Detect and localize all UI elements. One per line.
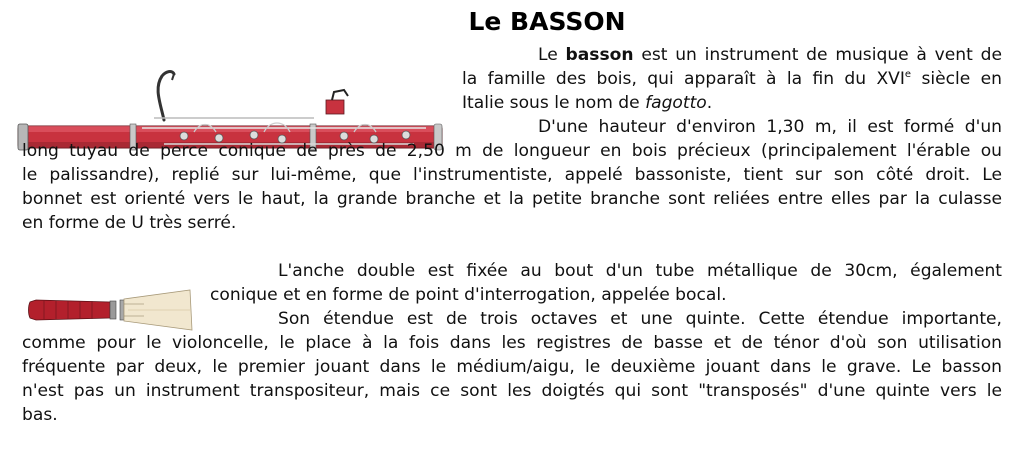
text-line: bonnet est orienté vers le haut, la grande branche et la petite branche sont reliées entre elles par la culasse (22, 189, 1002, 209)
italic-term: fagotto (645, 93, 707, 113)
text-line: le palissandre), replié sur lui-même, que l'instrumentiste, appelé bassoniste, tient sur son côté droit. Le (22, 165, 1002, 185)
text-line: n'est pas un instrument transpositeur, mais ce sont les doigtés qui sont "transposés" d'une quinte vers le (22, 381, 1002, 401)
text-line: en forme de U très serré. (22, 213, 237, 233)
text-line (462, 67, 1002, 91)
text-span: siècle en (911, 69, 1002, 89)
paragraph-range (22, 307, 1002, 427)
text-line: Son étendue est de trois octaves et une quinte. Cette étendue importante, (278, 309, 1002, 329)
text-line: bas. (22, 405, 58, 425)
text-line: D'une hauteur d'environ 1,30 m, il est formé d'un (538, 117, 1002, 137)
paragraph-reed (22, 259, 1002, 307)
text-line (462, 91, 1002, 115)
text-line: comme pour le violoncelle, le place à la fois dans les registres de basse et de ténor d'où son utilisation (22, 333, 1002, 353)
text-span: Italie sous le nom de (462, 93, 646, 113)
text-span: Le (538, 45, 566, 65)
text-span: la famille des bois, qui apparaît à la fin du XVI (462, 69, 905, 89)
text-line (462, 43, 1002, 67)
bold-term: basson (565, 45, 634, 65)
text-line: L'anche double est fixée au bout d'un tube métallique de 30cm, également (278, 261, 1002, 281)
text-line: conique et en forme de point d'interrogation, appelée bocal. (210, 285, 727, 305)
paragraph-description (22, 115, 1002, 235)
text-span: est un instrument de musique à vent de (633, 45, 1002, 65)
superscript: e (904, 69, 912, 80)
text-span: . (706, 93, 713, 113)
text-line: fréquente par deux, le premier jouant dans le médium/aigu, le deuxième jouant dans le grave. Le basson (22, 357, 1002, 377)
page-title: Le BASSON (468, 7, 626, 36)
text-line: long tuyau de perce conique de près de 2,50 m de longueur en bois précieux (principalement l'érable ou (22, 141, 1002, 161)
paragraph-intro (462, 43, 1002, 115)
